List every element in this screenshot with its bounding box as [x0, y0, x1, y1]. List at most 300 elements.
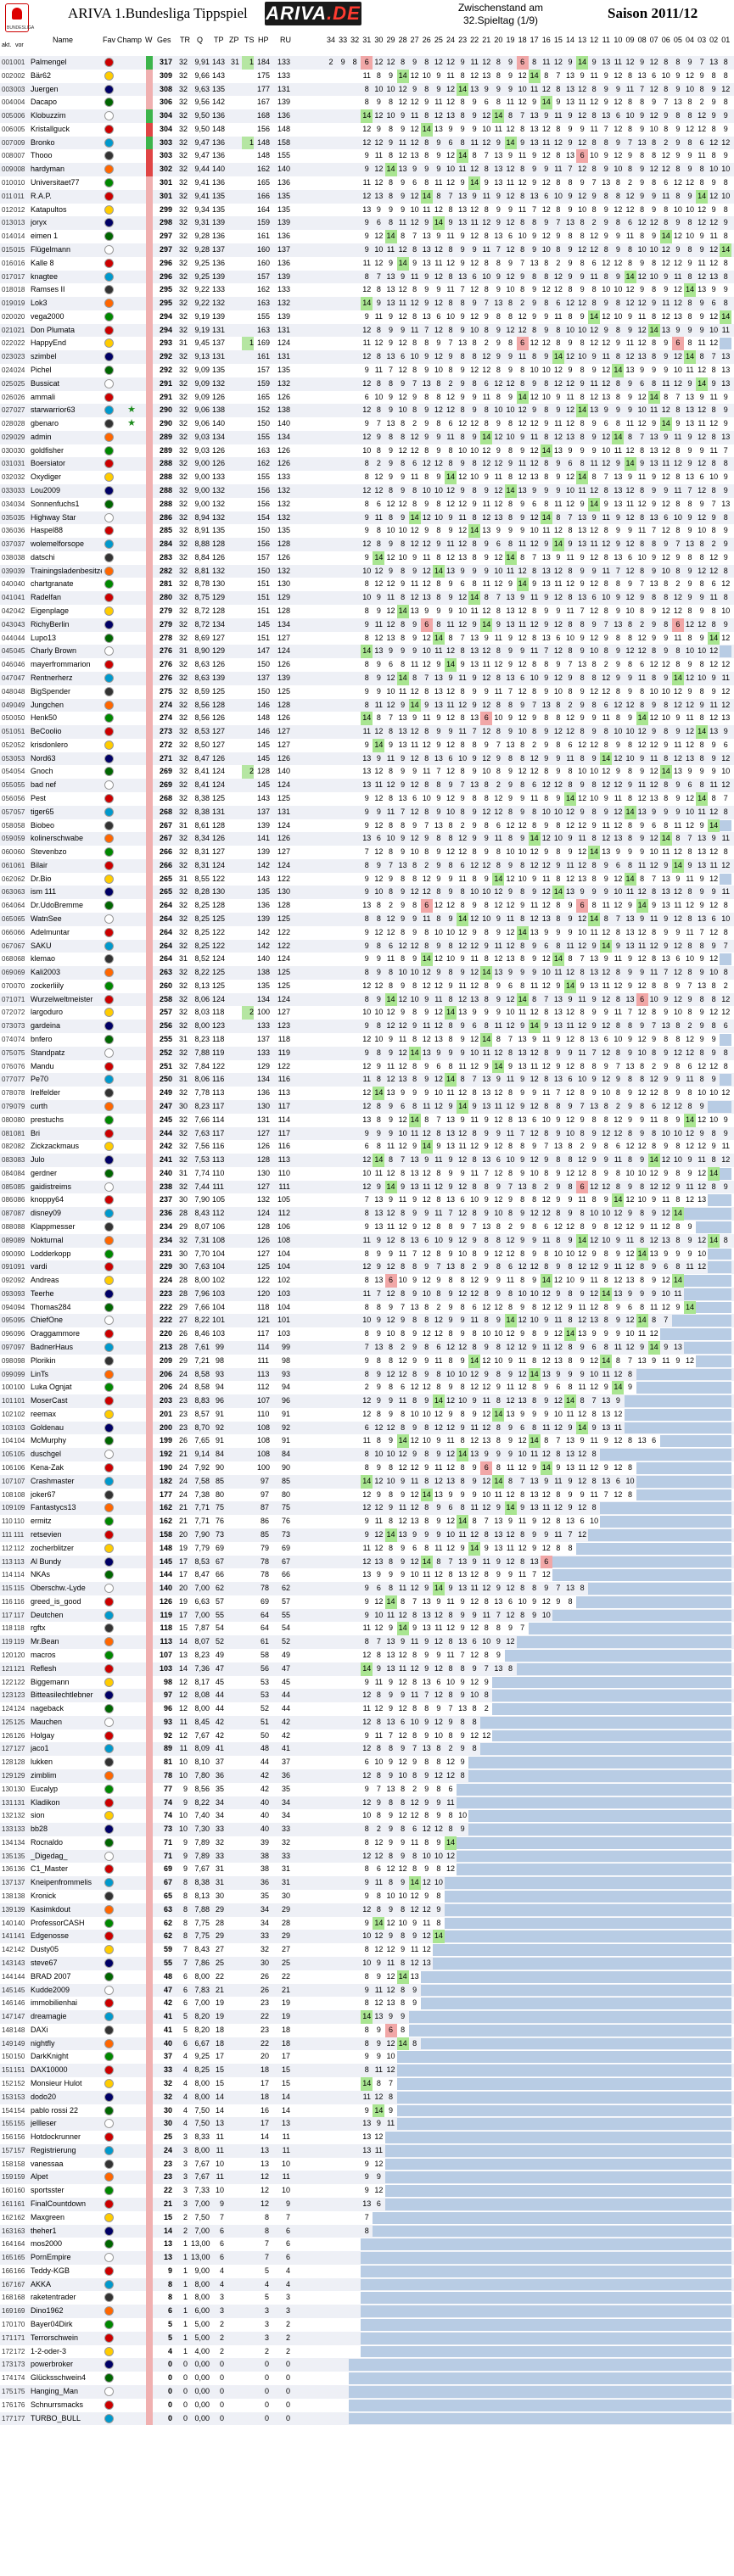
player-name[interactable]: Kalle 8	[31, 257, 102, 271]
round-score: 11	[600, 565, 612, 578]
player-name[interactable]: Luka Ognjat	[31, 1381, 102, 1394]
player-name[interactable]: Oraggammore	[31, 1327, 102, 1341]
player-name[interactable]: eimen 1	[31, 230, 102, 243]
table-row[interactable]	[0, 283, 734, 297]
player-name[interactable]: bad nef	[31, 779, 102, 792]
round-score: 9	[409, 257, 421, 271]
table-row[interactable]	[0, 457, 734, 471]
round-score: 8	[612, 1167, 624, 1181]
player-name[interactable]: Haspel88	[31, 524, 102, 538]
table-row[interactable]	[0, 216, 734, 230]
player-name[interactable]: Klobuzzim	[31, 109, 102, 123]
games-cell: 28	[176, 1288, 188, 1301]
player-name[interactable]: Rentnerherz	[31, 672, 102, 685]
player-name[interactable]: Dr.Bio	[31, 873, 102, 886]
player-name[interactable]: datschi	[31, 551, 102, 565]
table-row[interactable]	[0, 1020, 734, 1033]
table-row[interactable]	[0, 324, 734, 338]
player-name[interactable]: Radelfan	[31, 591, 102, 605]
unplayed-rounds	[720, 1074, 731, 1086]
player-name[interactable]: Nokturnal	[31, 1234, 102, 1248]
table-row[interactable]	[0, 1381, 734, 1394]
table-row[interactable]	[0, 1327, 734, 1341]
player-name[interactable]: kolinerschwabe	[31, 832, 102, 846]
player-name[interactable]: largoduro	[31, 1006, 102, 1020]
round-score: 9	[468, 109, 480, 123]
table-row[interactable]	[0, 190, 734, 204]
round-score: 8	[409, 1368, 421, 1382]
player-name[interactable]: ammali	[31, 391, 102, 405]
round-score: 13	[672, 765, 684, 779]
prev-rank-cell: 018	[14, 283, 25, 297]
round-score: 8	[457, 297, 468, 310]
table-row[interactable]	[0, 1100, 734, 1114]
player-name[interactable]: ism 111	[31, 886, 102, 899]
table-row[interactable]	[0, 1047, 734, 1060]
table-row[interactable]	[0, 243, 734, 257]
table-row[interactable]	[0, 1288, 734, 1301]
player-name[interactable]: prestuchs	[31, 1114, 102, 1127]
round-score: 9	[517, 1234, 529, 1248]
points-cell: 296	[155, 257, 172, 271]
round-score: 9	[361, 1221, 373, 1234]
quote-cell: 8,13	[191, 980, 210, 993]
player-name[interactable]: mayerfrommarion	[31, 658, 102, 672]
table-row[interactable]	[0, 806, 734, 819]
round-score: 8	[612, 993, 624, 1007]
player-name[interactable]: Dr.UdoBremme	[31, 899, 102, 913]
table-row[interactable]	[0, 1301, 734, 1315]
round-score: 13	[445, 109, 457, 123]
table-row[interactable]	[0, 364, 734, 377]
player-name[interactable]: Thomas284	[31, 1301, 102, 1315]
player-name[interactable]: Zickzackmaus	[31, 1140, 102, 1154]
player-name[interactable]: Lupo13	[31, 632, 102, 645]
player-name[interactable]: Standpatz	[31, 1047, 102, 1060]
round-score: 13	[552, 1020, 564, 1033]
player-name[interactable]: Henk50	[31, 712, 102, 725]
table-row[interactable]	[0, 953, 734, 966]
table-row[interactable]	[0, 926, 734, 940]
table-row[interactable]	[0, 618, 734, 632]
table-row[interactable]	[0, 658, 734, 672]
player-name[interactable]: Plorikin	[31, 1355, 102, 1368]
table-row[interactable]	[0, 350, 734, 364]
player-name[interactable]: Sonnenfuchs1	[31, 498, 102, 511]
player-name[interactable]: Irelfelder	[31, 1087, 102, 1100]
unplayed-rounds	[720, 1168, 731, 1180]
table-row[interactable]	[0, 377, 734, 391]
player-name[interactable]: Flügelmann	[31, 243, 102, 257]
round-score: 12	[696, 404, 708, 417]
table-row[interactable]	[0, 739, 734, 752]
player-name[interactable]: chartgranate	[31, 578, 102, 591]
table-row[interactable]	[0, 511, 734, 525]
round-score: 12	[433, 1006, 445, 1020]
player-name[interactable]: tiger65	[31, 806, 102, 819]
table-row[interactable]	[0, 96, 734, 109]
round-score: 11	[612, 1154, 624, 1167]
player-name[interactable]: reemax	[31, 1408, 102, 1422]
player-name[interactable]: disney09	[31, 1207, 102, 1221]
round-score: 8	[564, 1181, 576, 1194]
player-name[interactable]: Bär62	[31, 70, 102, 83]
table-row[interactable]	[0, 699, 734, 712]
table-row[interactable]	[0, 1033, 734, 1047]
round-scores	[325, 1073, 732, 1087]
table-row[interactable]	[0, 257, 734, 271]
player-name[interactable]: Dacapo	[31, 96, 102, 109]
player-name[interactable]: WatnSee	[31, 913, 102, 926]
table-row[interactable]	[0, 1154, 734, 1167]
table-row[interactable]	[0, 56, 734, 70]
table-row[interactable]	[0, 391, 734, 405]
round-score: 13	[361, 779, 373, 792]
round-score: 9	[552, 792, 564, 806]
round-score: 11	[552, 417, 564, 431]
table-row[interactable]	[0, 498, 734, 511]
table-row[interactable]	[0, 591, 734, 605]
round-score: 12	[564, 806, 576, 819]
round-score: 8	[373, 1301, 384, 1315]
table-row[interactable]	[0, 297, 734, 310]
round-score: 9	[421, 1087, 433, 1100]
table-row[interactable]	[0, 1274, 734, 1288]
round-score: 12	[421, 966, 433, 980]
games-cell: 23	[176, 1408, 188, 1422]
table-row[interactable]	[0, 765, 734, 779]
table-row[interactable]	[0, 271, 734, 284]
round-score: 10	[421, 1408, 433, 1422]
player-name[interactable]: admin	[31, 431, 102, 444]
quote-cell: 9,28	[191, 243, 210, 257]
round-score: 9	[480, 176, 492, 190]
player-name[interactable]: Klappmesser	[31, 1221, 102, 1234]
round-score: 13	[564, 96, 576, 109]
table-row[interactable]	[0, 1207, 734, 1221]
player-name[interactable]: Lodderkopp	[31, 1248, 102, 1261]
table-row[interactable]	[0, 1060, 734, 1074]
table-row[interactable]	[0, 417, 734, 431]
player-name[interactable]: Wurzelweltmeister	[31, 993, 102, 1007]
player-name[interactable]: Charly Brown	[31, 645, 102, 658]
round-score: 8	[433, 498, 445, 511]
table-row[interactable]	[0, 109, 734, 123]
round-score: 9	[696, 899, 708, 913]
round-score: 12	[397, 1221, 409, 1234]
table-row[interactable]	[0, 163, 734, 176]
round-score: 11	[433, 257, 445, 271]
round-score: 8	[672, 1020, 684, 1033]
round-score: 11	[708, 230, 720, 243]
round-score: 9	[576, 1355, 588, 1368]
table-row[interactable]	[0, 873, 734, 886]
player-name[interactable]: Palmengel	[31, 56, 102, 70]
table-row[interactable]	[0, 980, 734, 993]
tp-cell: 140	[212, 163, 224, 176]
table-row[interactable]	[0, 176, 734, 190]
player-name[interactable]: bnfero	[31, 1033, 102, 1047]
player-name[interactable]: Eigenplage	[31, 605, 102, 618]
table-row[interactable]	[0, 712, 734, 725]
table-row[interactable]	[0, 632, 734, 645]
table-row[interactable]	[0, 83, 734, 97]
player-name[interactable]: knoppy64	[31, 1193, 102, 1207]
table-row[interactable]	[0, 672, 734, 685]
round-score: 8	[457, 404, 468, 417]
table-row[interactable]	[0, 431, 734, 444]
round-score: 13	[588, 966, 600, 980]
player-name[interactable]: Andreas	[31, 1274, 102, 1288]
round-score: 9	[385, 1193, 397, 1207]
table-row[interactable]	[0, 645, 734, 658]
player-name[interactable]: gaidistreims	[31, 1181, 102, 1194]
table-row[interactable]	[0, 1167, 734, 1181]
player-name[interactable]: BigSpender	[31, 685, 102, 699]
player-name[interactable]: Oxydiger	[31, 471, 102, 484]
table-row[interactable]	[0, 524, 734, 538]
games-cell: 32	[176, 565, 188, 578]
table-row[interactable]	[0, 149, 734, 163]
table-row[interactable]	[0, 1248, 734, 1261]
table-row[interactable]	[0, 1006, 734, 1020]
player-name[interactable]: Jungchen	[31, 699, 102, 712]
table-row[interactable]	[0, 993, 734, 1007]
player-name[interactable]: RichyBerlin	[31, 618, 102, 632]
table-row[interactable]	[0, 70, 734, 83]
table-row[interactable]	[0, 538, 734, 551]
player-name[interactable]: hardyman	[31, 163, 102, 176]
table-row[interactable]	[0, 337, 734, 350]
table-row[interactable]	[0, 605, 734, 618]
table-row[interactable]	[0, 204, 734, 217]
player-name[interactable]: MoserCast	[31, 1394, 102, 1408]
player-name[interactable]: Teerhe	[31, 1288, 102, 1301]
player-name[interactable]: krisdonlero	[31, 739, 102, 752]
round-score: 9	[433, 712, 445, 725]
player-name[interactable]: zockerliily	[31, 980, 102, 993]
table-row[interactable]	[0, 940, 734, 953]
hp-cell: 151	[257, 632, 269, 645]
player-name[interactable]: Bri	[31, 1127, 102, 1141]
player-name[interactable]: vega2000	[31, 310, 102, 324]
player-name[interactable]: szimbel	[31, 350, 102, 364]
player-name[interactable]: Kristallguck	[31, 123, 102, 137]
table-row[interactable]	[0, 725, 734, 739]
table-row[interactable]	[0, 685, 734, 699]
player-name[interactable]: curth	[31, 1100, 102, 1114]
round-score: 7	[541, 645, 552, 658]
player-name[interactable]: Bilair	[31, 859, 102, 873]
player-name[interactable]: knagtee	[31, 271, 102, 284]
table-row[interactable]	[0, 792, 734, 806]
player-name[interactable]: Adelmuntar	[31, 926, 102, 940]
table-row[interactable]	[0, 310, 734, 324]
player-name[interactable]: Pichel	[31, 364, 102, 377]
table-row[interactable]	[0, 966, 734, 980]
round-score: 9	[421, 1368, 433, 1382]
player-name[interactable]: Bronko	[31, 137, 102, 150]
player-name[interactable]: Pest	[31, 792, 102, 806]
table-row[interactable]	[0, 886, 734, 899]
player-name[interactable]: Gnoch	[31, 765, 102, 779]
round-scores	[325, 1301, 732, 1315]
player-name[interactable]: Julo	[31, 1154, 102, 1167]
player-name[interactable]: Lou2009	[31, 484, 102, 498]
games-cell: 32	[176, 779, 188, 792]
table-row[interactable]	[0, 137, 734, 150]
player-name[interactable]: Bussicat	[31, 377, 102, 391]
table-row[interactable]	[0, 1221, 734, 1234]
table-row[interactable]	[0, 404, 734, 417]
round-score: 12	[612, 204, 624, 217]
table-row[interactable]	[0, 1260, 734, 1274]
table-row[interactable]	[0, 752, 734, 766]
favorite-team-icon	[104, 767, 114, 776]
table-row[interactable]	[0, 1087, 734, 1100]
player-name[interactable]: HappyEnd	[31, 337, 102, 350]
hp-cell: 130	[257, 1167, 269, 1181]
round-score: 9	[696, 632, 708, 645]
table-row[interactable]	[0, 484, 734, 498]
player-name[interactable]: Stevenbzo	[31, 846, 102, 859]
round-score: 11	[468, 1314, 480, 1327]
round-score: 8	[373, 350, 384, 364]
player-name[interactable]: gerdner	[31, 1167, 102, 1181]
player-name[interactable]: vardi	[31, 1260, 102, 1274]
player-name[interactable]: joryx	[31, 216, 102, 230]
player-name[interactable]: BeCoolio	[31, 725, 102, 739]
player-name[interactable]: Ramses II	[31, 283, 102, 297]
player-name[interactable]: Don Plumata	[31, 324, 102, 338]
ariva-logo[interactable]	[265, 2, 361, 25]
round-score: 14	[480, 618, 492, 632]
table-row[interactable]	[0, 1394, 734, 1408]
player-name[interactable]: Mandu	[31, 1060, 102, 1074]
round-score: 9	[397, 645, 409, 658]
table-row[interactable]	[0, 859, 734, 873]
player-name[interactable]: starwarrior63	[31, 404, 102, 417]
table-row[interactable]	[0, 1073, 734, 1087]
table-row[interactable]	[0, 551, 734, 565]
table-row[interactable]	[0, 779, 734, 792]
round-score: 9	[421, 524, 433, 538]
round-score: 8	[648, 1047, 660, 1060]
table-row[interactable]	[0, 1408, 734, 1422]
rank-cell: 085	[2, 1181, 14, 1194]
favorite-team-icon	[104, 1155, 114, 1165]
table-row[interactable]	[0, 444, 734, 458]
round-score: 9	[552, 471, 564, 484]
round-score: 9	[373, 431, 384, 444]
round-score: 8	[564, 765, 576, 779]
round-score: 9	[409, 1207, 421, 1221]
round-score: 14	[457, 1100, 468, 1114]
table-row[interactable]	[0, 846, 734, 859]
round-score: 8	[409, 873, 421, 886]
player-name[interactable]: Pe70	[31, 1073, 102, 1087]
table-row[interactable]	[0, 819, 734, 833]
table-row[interactable]	[0, 1140, 734, 1154]
hp-cell: 117	[257, 1327, 269, 1341]
round-score: 12	[373, 471, 384, 484]
player-name[interactable]: Lok3	[31, 297, 102, 310]
round-score: 12	[708, 645, 720, 658]
round-score: 9	[600, 204, 612, 217]
player-name[interactable]: gbenaro	[31, 417, 102, 431]
table-row[interactable]	[0, 1355, 734, 1368]
player-name[interactable]: gardeina	[31, 1020, 102, 1033]
player-name[interactable]: BadnerHaus	[31, 1341, 102, 1355]
player-name[interactable]: wolemelforsope	[31, 538, 102, 551]
round-score: 9	[576, 123, 588, 137]
rank-cell: 090	[2, 1248, 14, 1261]
round-score: 6	[625, 216, 636, 230]
player-name[interactable]: SAKU	[31, 940, 102, 953]
round-score: 8	[409, 899, 421, 913]
prev-rank-cell: 017	[14, 271, 25, 284]
quote-cell: 8,88	[191, 538, 210, 551]
player-name[interactable]: Universitaet77	[31, 176, 102, 190]
round-score: 12	[541, 1207, 552, 1221]
table-row[interactable]	[0, 471, 734, 484]
table-row[interactable]	[0, 578, 734, 591]
table-row[interactable]	[0, 1181, 734, 1194]
table-row[interactable]	[0, 1314, 734, 1327]
player-name[interactable]: ChiefOne	[31, 1314, 102, 1327]
round-score: 12	[445, 83, 457, 97]
table-row[interactable]	[0, 1127, 734, 1141]
player-name[interactable]: LinTs	[31, 1368, 102, 1382]
player-name[interactable]: Katapultos	[31, 204, 102, 217]
table-row[interactable]	[0, 899, 734, 913]
table-row[interactable]	[0, 123, 734, 137]
table-row[interactable]	[0, 832, 734, 846]
table-row[interactable]	[0, 1368, 734, 1382]
round-score: 11	[625, 337, 636, 350]
player-name[interactable]: Nord63	[31, 752, 102, 766]
player-name[interactable]: Thooo	[31, 149, 102, 163]
table-row[interactable]	[0, 230, 734, 243]
tp-cell: 139	[212, 216, 224, 230]
player-name[interactable]: klemao	[31, 953, 102, 966]
player-name[interactable]: Highway Star	[31, 511, 102, 525]
round-score: 12	[684, 725, 696, 739]
round-score: 12	[433, 109, 445, 123]
table-row[interactable]	[0, 1234, 734, 1248]
player-name[interactable]: R.A.P.	[31, 190, 102, 204]
quote-cell: 9,09	[191, 364, 210, 377]
table-row[interactable]	[0, 1341, 734, 1355]
round-score: 9	[588, 444, 600, 458]
player-name[interactable]: Trainingsladenbesitzer	[31, 565, 102, 578]
player-name[interactable]: Juergen	[31, 83, 102, 97]
round-score: 11	[385, 243, 397, 257]
player-name[interactable]: goldfisher	[31, 444, 102, 458]
player-name[interactable]: Biobeo	[31, 819, 102, 833]
player-name[interactable]: Kali2003	[31, 966, 102, 980]
table-row[interactable]	[0, 913, 734, 926]
player-name[interactable]: Boersiator	[31, 457, 102, 471]
table-row[interactable]	[0, 1114, 734, 1127]
table-row[interactable]	[0, 1193, 734, 1207]
round-score: 8	[564, 1314, 576, 1327]
table-row[interactable]	[0, 565, 734, 578]
round-score: 6	[672, 337, 684, 350]
round-score: 9	[397, 980, 409, 993]
round-score: 12	[708, 846, 720, 859]
round-score: 9	[625, 953, 636, 966]
